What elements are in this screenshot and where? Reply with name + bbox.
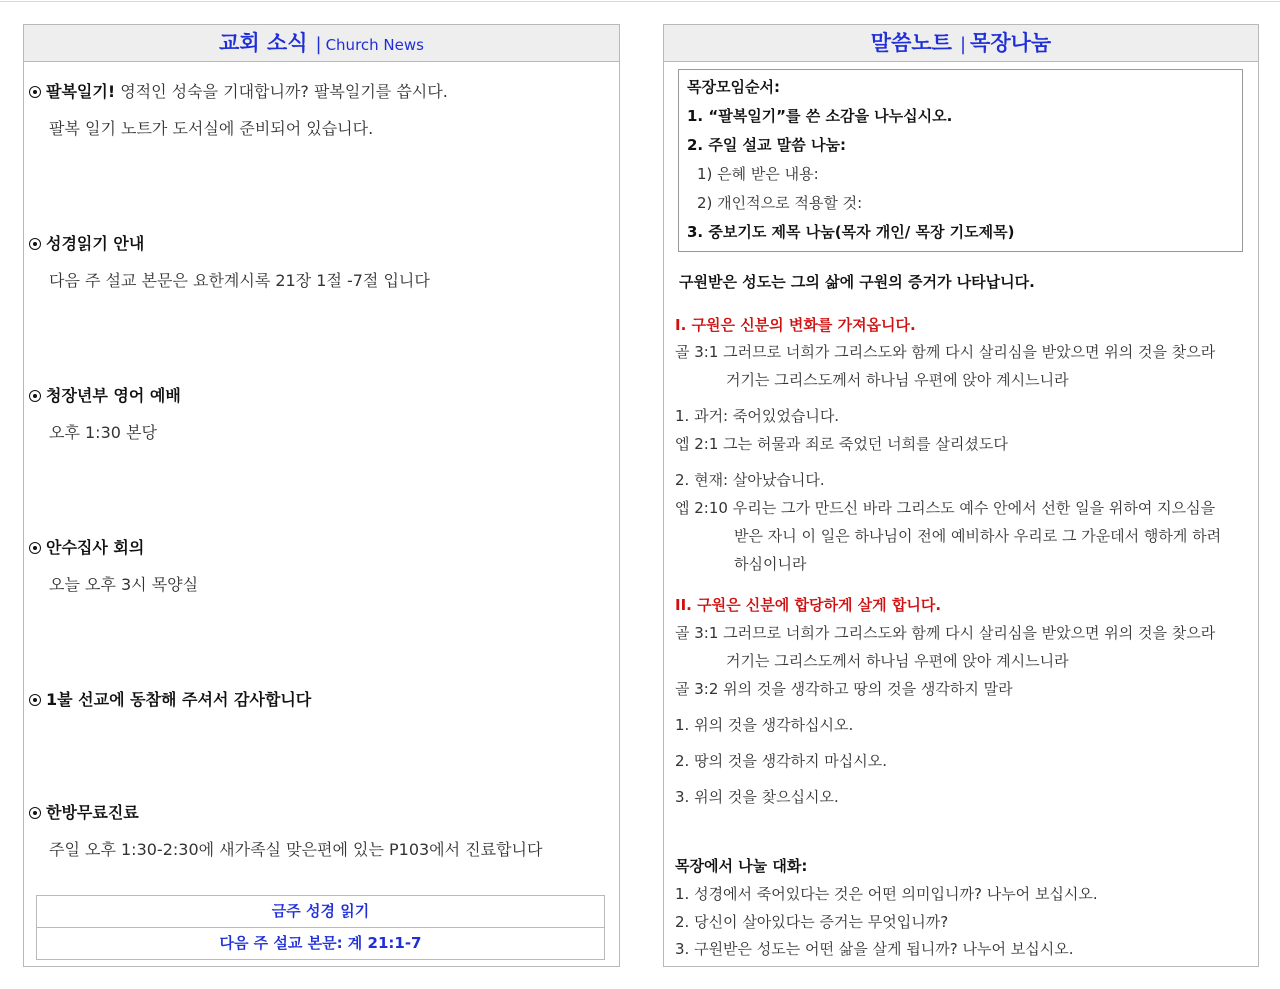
section-1-point-1: 1. 과거: 죽어있었습니다. (675, 407, 840, 425)
news-item-deacon-meeting (29, 535, 198, 595)
discussion-question-2: 2. 당신이 살아있다는 증거는 무엇입니까? (675, 913, 949, 931)
header-separator: | (959, 34, 967, 55)
section-1-point-2: 2. 현재: 살아났습니다. (675, 471, 825, 489)
news-item-mission-thanks (29, 687, 311, 710)
bible-reading-box (36, 895, 605, 960)
section-2-heading: II. 구원은 신분에 합당하게 살게 합니다. (675, 596, 942, 614)
bullet-icon (29, 807, 41, 819)
bullet-icon (29, 86, 41, 98)
sermon-note-panel (663, 24, 1259, 967)
meeting-order-box (678, 69, 1243, 252)
church-news-subtitle: Church News (325, 36, 424, 54)
section-2-point-1: 1. 위의 것을 생각하십시오. (675, 716, 854, 734)
section-1-verse-1a: 골 3:1 그러므로 너희가 그리스도와 함께 다시 살리심을 받았으면 위의 것을 찾으라 (675, 343, 1216, 361)
church-news-panel (23, 24, 620, 967)
news-item-body: 다음 주 설교 본문은 요한계시록 21장 1절 -7절 입니다 (49, 271, 430, 290)
bullet-icon (29, 694, 41, 706)
news-item-title: 성경읽기 안내 (46, 234, 145, 253)
sermon-theme: 구원받은 성도는 그의 삶에 구원의 증거가 나타납니다. (679, 273, 1035, 291)
bullet-icon (29, 390, 41, 402)
news-item-title: 팔복일기! (46, 82, 116, 101)
church-news-title: 교회 소식 (219, 31, 308, 55)
discussion-question-3: 3. 구원받은 성도는 어떤 삶을 살게 됩니까? 나누어 보십시오. (675, 940, 1074, 958)
section-2-verse-2: 골 3:2 위의 것을 생각하고 땅의 것을 생각하지 말라 (675, 680, 1013, 698)
news-item-body: 팔복 일기 노트가 도서실에 준비되어 있습니다. (49, 119, 374, 138)
discussion-question-1: 1. 성경에서 죽어있다는 것은 어떤 의미입니까? 나누어 보십시오. (675, 885, 1098, 903)
news-item-body: 주일 오후 1:30-2:30에 새가족실 맞은편에 있는 P103에서 진료합니다 (49, 840, 543, 859)
page-top-rule (0, 1, 1280, 2)
meeting-order-title: 목장모임순서: (687, 78, 780, 96)
header-separator: | (315, 34, 322, 55)
section-2-verse-1b: 거기는 그리스도께서 하나님 우편에 앉아 계시느니라 (726, 652, 1069, 670)
section-1-heading: I. 구원은 신분의 변화를 가져옵니다. (675, 316, 916, 334)
section-2-verse-1a: 골 3:1 그러므로 너희가 그리스도와 함께 다시 살리심을 받았으면 위의 것을 찾으라 (675, 624, 1216, 642)
news-item-title-rest: 영적인 성숙을 기대합니까? 팔복일기를 씁시다. (115, 82, 448, 101)
order-step-1: 1. “팔복일기”를 쓴 소감을 나누십시오. (687, 107, 953, 125)
news-item-body: 오후 1:30 본당 (49, 423, 157, 442)
weekly-reading-label: 금주 성경 읽기 (271, 902, 370, 920)
bullet-icon (29, 542, 41, 554)
news-item-title: 1불 선교에 동참해 주셔서 감사합니다 (46, 690, 312, 709)
section-2-point-3: 3. 위의 것을 찾으십시오. (675, 788, 839, 806)
cell-sharing-title: 목장나눔 (970, 31, 1052, 55)
news-item-title: 안수집사 회의 (46, 538, 145, 557)
section-1-verse-2: 엡 2:1 그는 허물과 죄로 죽었던 너희를 살리셨도다 (675, 435, 1008, 453)
section-1-verse-3a: 엡 2:10 우리는 그가 만드신 바라 그리스도 예수 안에서 선한 일을 위하여 지으심을 (675, 499, 1216, 517)
bullet-icon (29, 238, 41, 250)
church-news-header (24, 25, 619, 62)
order-step-3: 3. 중보기도 제목 나눔(목자 개인/ 목장 기도제목) (687, 223, 1015, 241)
order-step-2a: 1) 은혜 받은 내용: (697, 165, 819, 183)
news-item-oriental-clinic (29, 800, 542, 860)
news-item-body: 오늘 오후 3시 목양실 (49, 575, 199, 594)
section-1-verse-1b: 거기는 그리스도께서 하나님 우편에 앉아 계시느니라 (726, 371, 1069, 389)
news-item-bible-reading (29, 231, 430, 291)
news-item-beatitude-diary (29, 79, 448, 139)
sermon-note-header (664, 25, 1258, 62)
section-1-verse-3c: 하심이니라 (734, 555, 807, 573)
section-1-verse-3b: 받은 자니 이 일은 하나님이 전에 예비하사 우리로 그 가운데서 행하게 하려 (734, 527, 1222, 545)
sermon-note-title: 말씀노트 (870, 31, 952, 55)
section-2-point-2: 2. 땅의 것을 생각하지 마십시오. (675, 752, 888, 770)
news-item-english-service (29, 383, 181, 443)
order-step-2b: 2) 개인적으로 적용할 것: (697, 194, 863, 212)
order-step-2: 2. 주일 설교 말씀 나눔: (687, 136, 846, 154)
next-sermon-text: 다음 주 설교 본문: 계 21:1-7 (37, 927, 604, 959)
discussion-title: 목장에서 나눌 대화: (675, 857, 808, 875)
news-item-title: 청장년부 영어 예배 (46, 386, 181, 405)
news-item-title: 한방무료진료 (46, 803, 139, 822)
